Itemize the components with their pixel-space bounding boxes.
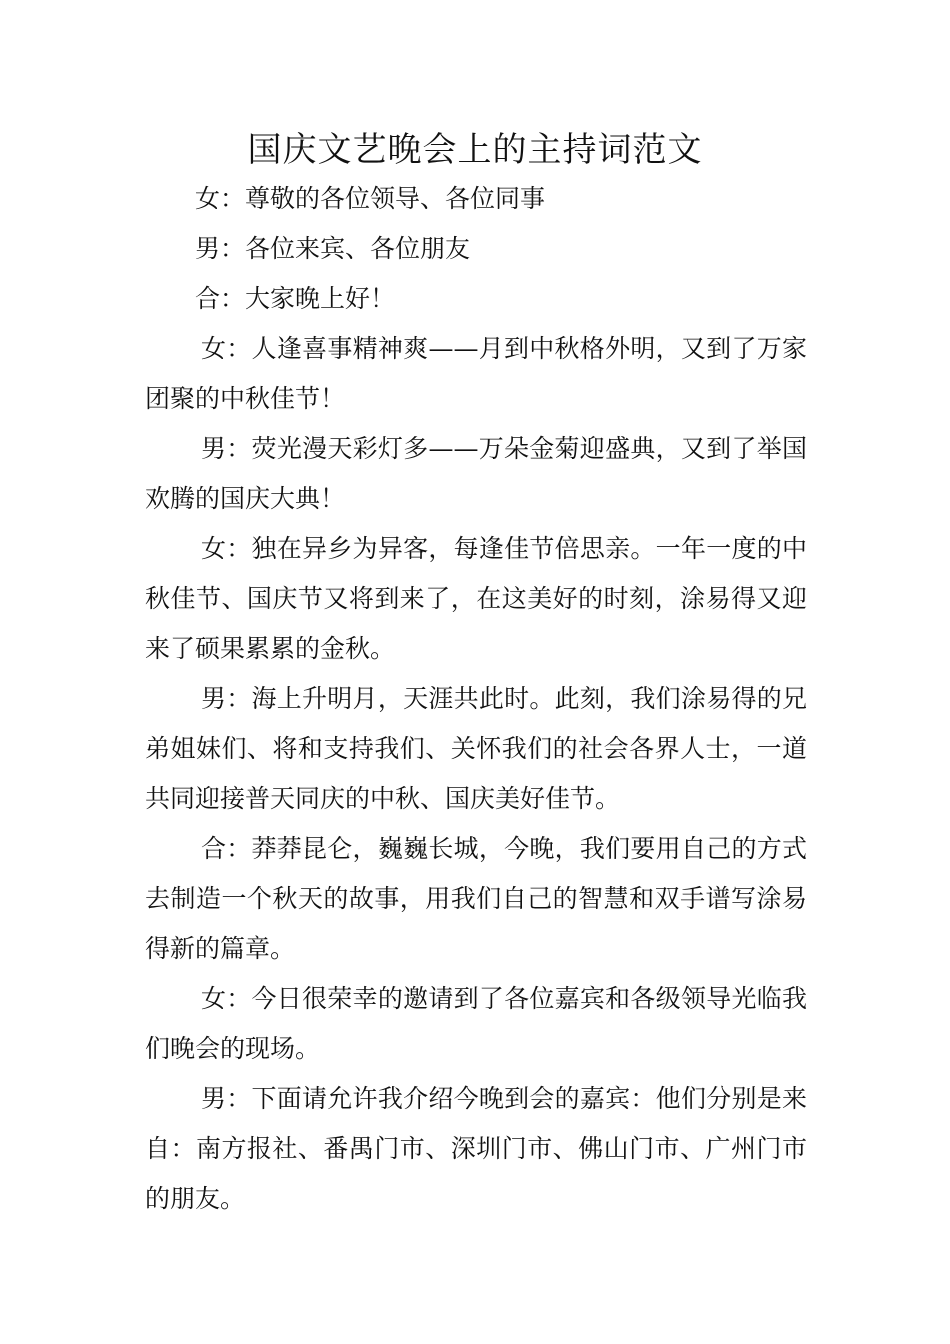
paragraph: 男：下面请允许我介绍今晚到会的嘉宾：他们分别是来自：南方报社、番禺门市、深圳门市、佛山门市、广州门市的朋友。 bbox=[145, 1084, 807, 1213]
paragraph: 女：今日很荣幸的邀请到了各位嘉宾和各级领导光临我们晚会的现场。 bbox=[145, 984, 807, 1063]
paragraph: 男：海上升明月，天涯共此时。此刻，我们涂易得的兄弟姐妹们、将和支持我们、关怀我们的社会各界人士，一道共同迎接普天同庆的中秋、国庆美好佳节。 bbox=[145, 684, 807, 813]
document-body bbox=[145, 174, 807, 1224]
paragraph: 合：莽莽昆仑，巍巍长城，今晚，我们要用自己的方式去制造一个秋天的故事，用我们自己的智慧和双手谱写涂易得新的篇章。 bbox=[145, 834, 807, 963]
paragraph: 女：人逢喜事精神爽——月到中秋格外明，又到了万家团聚的中秋佳节！ bbox=[145, 334, 807, 413]
paragraph: 女：尊敬的各位领导、各位同事 bbox=[195, 184, 546, 213]
paragraph: 合：大家晚上好！ bbox=[195, 284, 396, 313]
paragraph: 女：独在异乡为异客，每逢佳节倍思亲。一年一度的中秋佳节、国庆节又将到来了，在这美好的时刻，涂易得又迎来了硕果累累的金秋。 bbox=[145, 534, 807, 663]
paragraph: 男：荧光漫天彩灯多——万朵金菊迎盛典，又到了举国欢腾的国庆大典！ bbox=[145, 434, 807, 513]
paragraph: 男：各位来宾、各位朋友 bbox=[195, 234, 471, 263]
document-title: 国庆文艺晚会上的主持词范文 bbox=[247, 130, 703, 170]
